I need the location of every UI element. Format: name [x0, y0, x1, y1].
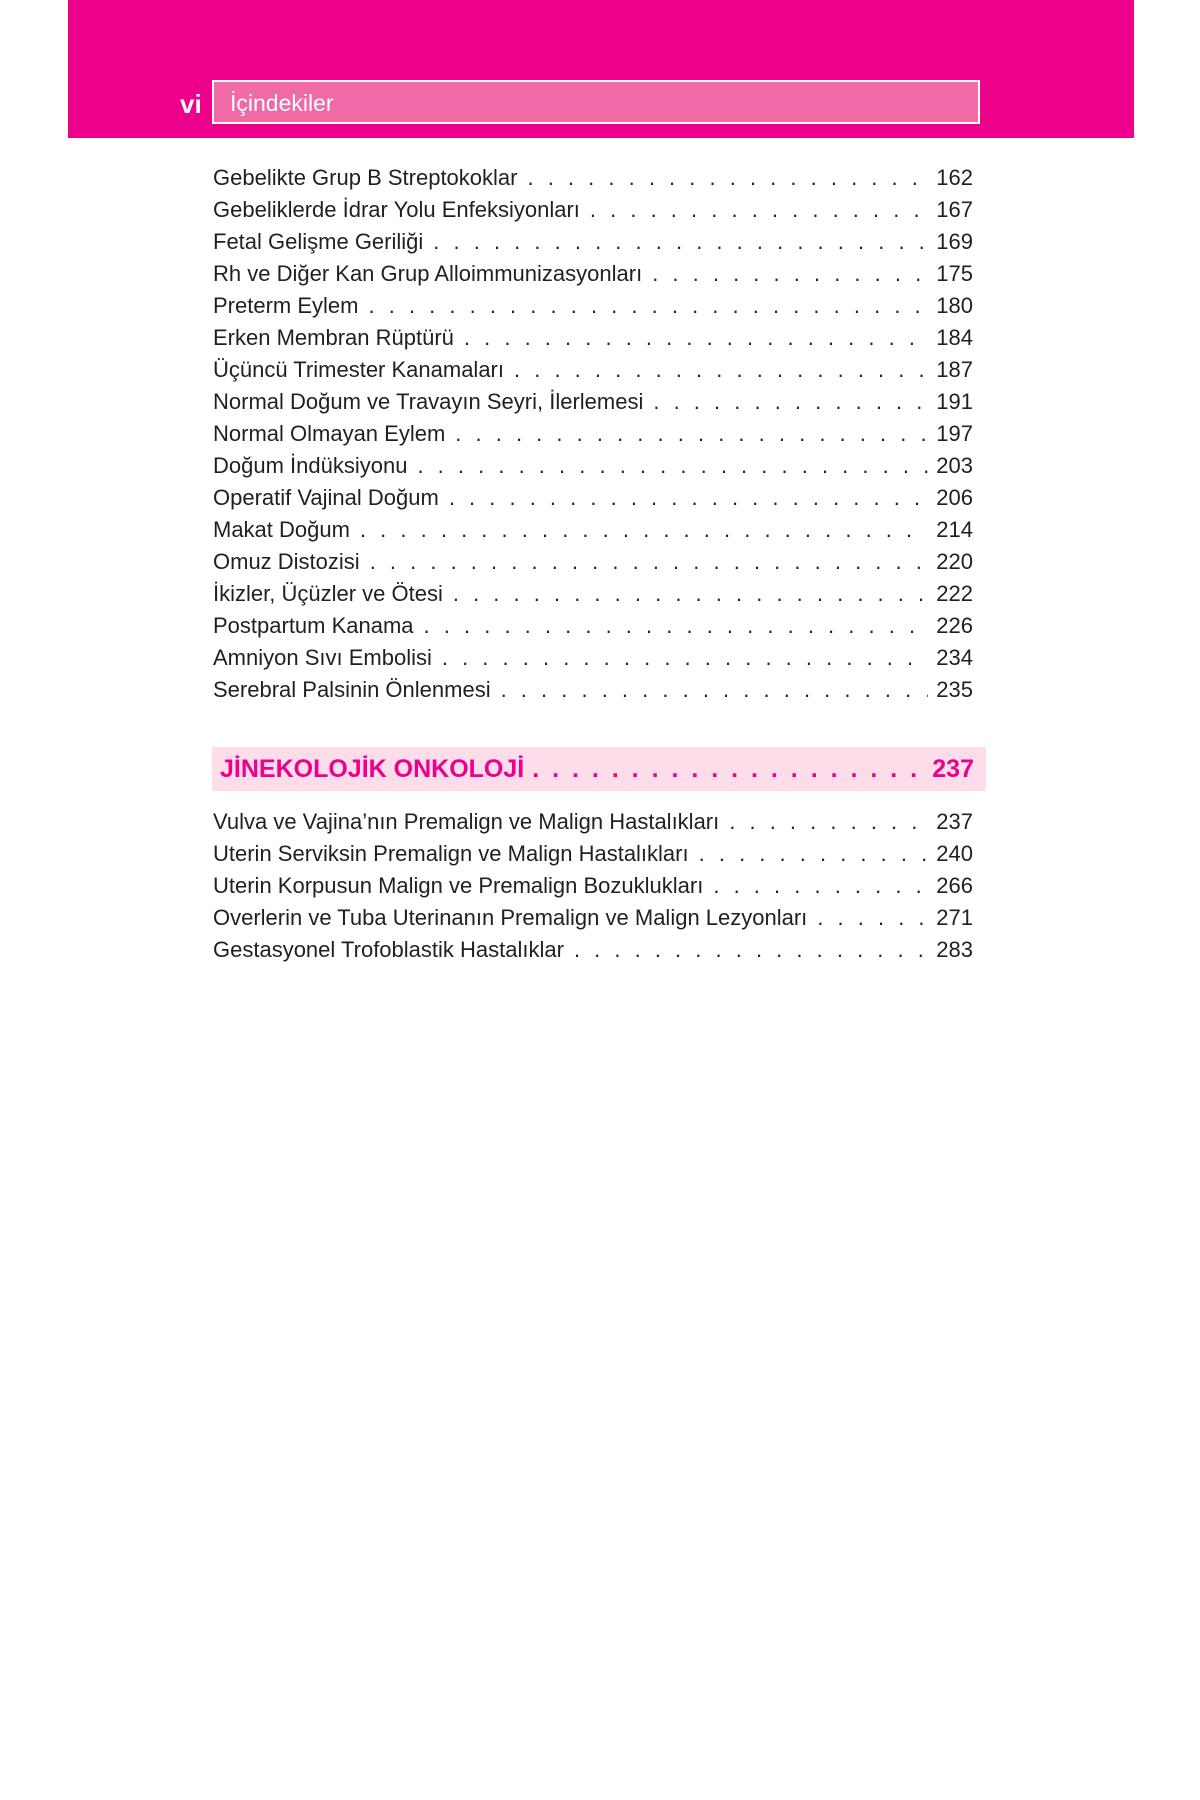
toc-entry-title: Uterin Serviksin Premalign ve Malign Hastalıkları [213, 841, 689, 866]
toc-entry-title: Gebelikte Grup B Streptokoklar [213, 165, 518, 190]
toc-entry-page: 240 [936, 841, 973, 866]
toc-entry-title: Normal Doğum ve Travayın Seyri, İlerlemesi [213, 389, 644, 414]
toc-entry[interactable] [213, 482, 973, 514]
toc-entry-page: 184 [936, 325, 973, 350]
header-title-box [212, 80, 980, 124]
toc-entry-title: Makat Doğum [213, 517, 350, 542]
toc-entry-page: 234 [936, 645, 973, 670]
toc-entry-title: Erken Membran Rüptürü [213, 325, 454, 350]
toc-entry[interactable] [213, 322, 973, 354]
dot-leader [455, 418, 928, 450]
dot-leader [729, 806, 928, 838]
toc-entry[interactable] [213, 870, 973, 902]
toc-entry[interactable] [213, 674, 973, 706]
dot-leader [360, 514, 928, 546]
toc-entry[interactable] [213, 838, 973, 870]
dot-leader [699, 838, 929, 870]
dot-leader [817, 902, 928, 934]
toc-entry[interactable] [213, 610, 973, 642]
toc-entry-title: Fetal Gelişme Geriliği [213, 229, 424, 254]
toc-entry-page: 203 [936, 453, 973, 478]
toc-entry-title: Gestasyonel Trofoblastik Hastalıklar [213, 937, 564, 962]
toc-entry-page: 283 [936, 937, 973, 962]
dot-leader [370, 546, 929, 578]
toc-entry-title: Operatif Vajinal Doğum [213, 485, 439, 510]
toc-list-part2 [213, 806, 973, 966]
toc-entry[interactable] [213, 578, 973, 610]
toc-entry[interactable] [213, 290, 973, 322]
toc-entry-page: 220 [936, 549, 973, 574]
toc-entry-title: Üçüncü Trimester Kanamaları [213, 357, 504, 382]
dot-leader [442, 642, 928, 674]
toc-entry-page: 222 [936, 581, 973, 606]
page-title: İçindekiler [230, 90, 334, 116]
toc-entry-page: 237 [936, 809, 973, 834]
toc-entry-page: 226 [936, 613, 973, 638]
toc-entry-page: 175 [936, 261, 973, 286]
toc-entry[interactable] [213, 354, 973, 386]
toc-entry[interactable] [213, 418, 973, 450]
toc-entry[interactable] [213, 386, 973, 418]
section-page: 237 [932, 754, 974, 783]
section-heading[interactable] [212, 747, 986, 791]
toc-entry-page: 162 [936, 165, 973, 190]
toc-entry-title: Serebral Palsinin Önlenmesi [213, 677, 491, 702]
toc-entry-page: 235 [936, 677, 973, 702]
toc-entry[interactable] [213, 902, 973, 934]
toc-entry[interactable] [213, 450, 973, 482]
toc-entry[interactable] [213, 934, 973, 966]
toc-entry-title: Overlerin ve Tuba Uterinanın Premalign ve Malign Lezyonları [213, 905, 808, 930]
toc-entry[interactable] [213, 806, 973, 838]
toc-entry-title: Rh ve Diğer Kan Grup Alloimmunizasyonları [213, 261, 643, 286]
toc-entry-title: Normal Olmayan Eylem [213, 421, 446, 446]
toc-entry-page: 167 [936, 197, 973, 222]
toc-entry-page: 180 [936, 293, 973, 318]
dot-leader [417, 450, 928, 482]
dot-leader [527, 162, 928, 194]
dot-leader [464, 322, 928, 354]
dot-leader [501, 674, 929, 706]
toc-entry-title: Gebeliklerde İdrar Yolu Enfeksiyonları [213, 197, 580, 222]
dot-leader [713, 870, 928, 902]
toc-entry-page: 169 [936, 229, 973, 254]
dot-leader [652, 258, 928, 290]
toc-entry[interactable] [213, 514, 973, 546]
dot-leader [653, 386, 928, 418]
toc-entry-title: İkizler, Üçüzler ve Ötesi [213, 581, 443, 606]
toc-entry-title: Preterm Eylem [213, 293, 359, 318]
dot-leader [453, 578, 928, 610]
toc-entry-page: 191 [936, 389, 973, 414]
toc-entry-title: Vulva ve Vajina’nın Premalign ve Malign Hastalıkları [213, 809, 720, 834]
toc-entry-page: 197 [936, 421, 973, 446]
toc-entry-page: 206 [936, 485, 973, 510]
toc-entry[interactable] [213, 162, 973, 194]
toc-entry[interactable] [213, 258, 973, 290]
toc-entry-title: Postpartum Kanama [213, 613, 414, 638]
toc-entry[interactable] [213, 642, 973, 674]
toc-entry-title: Amniyon Sıvı Embolisi [213, 645, 432, 670]
toc-entry[interactable] [213, 546, 973, 578]
toc-entry-title: Doğum İndüksiyonu [213, 453, 408, 478]
toc-entry-page: 271 [936, 905, 973, 930]
toc-entry-title: Uterin Korpusun Malign ve Premalign Bozuklukları [213, 873, 704, 898]
page-number: vi [180, 89, 202, 119]
dot-leader [449, 482, 928, 514]
toc-entry[interactable] [213, 226, 973, 258]
section-title: JİNEKOLOJİK ONKOLOJİ [220, 754, 525, 783]
dot-leader [368, 290, 928, 322]
dot-leader [424, 610, 929, 642]
toc-entry-page: 214 [936, 517, 973, 542]
dot-leader [574, 934, 928, 966]
dot-leader [590, 194, 928, 226]
dot-leader [532, 755, 926, 784]
dot-leader [433, 226, 928, 258]
toc-entry[interactable] [213, 194, 973, 226]
toc-entry-title: Omuz Distozisi [213, 549, 360, 574]
toc-entry-page: 266 [936, 873, 973, 898]
dot-leader [514, 354, 928, 386]
toc-entry-page: 187 [936, 357, 973, 382]
toc-list-part1 [213, 162, 973, 706]
